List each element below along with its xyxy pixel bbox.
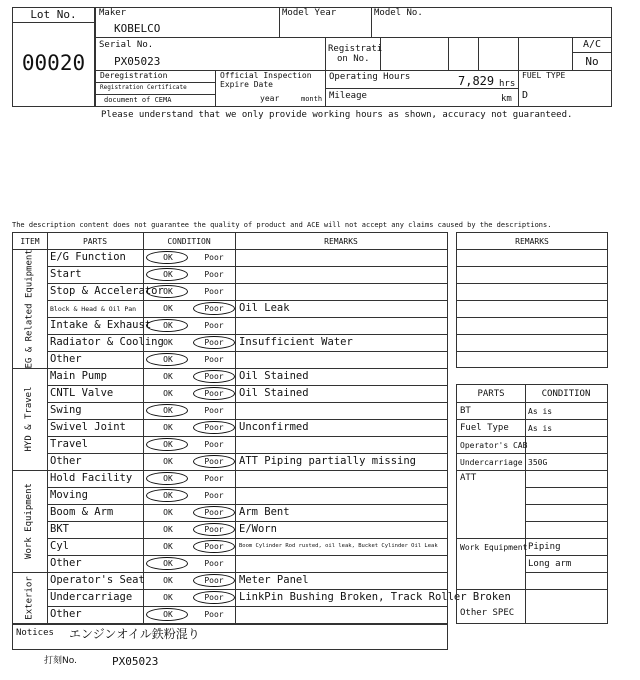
- condition-poor: Poor: [204, 321, 224, 330]
- part-name: Block & Head & Oil Pan: [50, 305, 137, 313]
- remark-text: Oil Leak: [239, 302, 290, 314]
- year-label: year: [260, 94, 280, 103]
- spec-bt-label: BT: [460, 406, 471, 416]
- condition-poor: Poor: [204, 270, 224, 279]
- remark-text: Oil Stained: [239, 387, 309, 399]
- serial-value: PX05023: [114, 55, 161, 68]
- notices-value: エンジンオイル鉄粉混り: [69, 627, 200, 641]
- table-row: [13, 249, 447, 266]
- selected-condition-circle: [146, 404, 188, 417]
- condition-ok: OK: [163, 270, 173, 279]
- condition-ok: OK: [163, 321, 173, 330]
- selected-condition-circle: [193, 370, 235, 383]
- part-name: Cyl: [50, 540, 69, 552]
- fuel-type-value: D: [522, 90, 529, 101]
- table-row: [13, 487, 447, 504]
- condition-poor: Poor: [204, 457, 224, 466]
- inspection-label-2: Expire Date: [220, 80, 273, 89]
- remark-text: Boom Cylinder Rod rusted, oil leak, Bucket Cylinder Oil Leak: [239, 543, 438, 549]
- selected-condition-circle: [146, 285, 188, 298]
- notices-label: Notices: [16, 628, 54, 638]
- part-name: E/G Function: [50, 251, 126, 263]
- condition-ok: OK: [163, 423, 173, 432]
- table-row: [13, 555, 447, 572]
- table-row: [13, 402, 447, 419]
- item-group-label: EG & Related Equipment: [24, 248, 34, 368]
- table-row: [13, 453, 447, 470]
- table-row: [13, 436, 447, 453]
- part-name: CNTL Valve: [50, 387, 114, 399]
- condition-poor: Poor: [204, 525, 224, 534]
- spec-bt-value: As is: [528, 407, 553, 416]
- condition-ok: OK: [163, 508, 173, 517]
- table-row: [13, 589, 511, 606]
- spec-fuel-value: As is: [528, 424, 553, 433]
- col-condition: CONDITION: [167, 237, 211, 246]
- model-no-label: Model No.: [374, 8, 423, 18]
- part-name: Radiator & Cooling: [50, 336, 164, 348]
- remark-text: E/Worn: [239, 523, 277, 535]
- selected-condition-circle: [146, 268, 188, 281]
- notices-box: [12, 624, 448, 650]
- condition-ok: OK: [163, 338, 173, 347]
- condition-ok: OK: [163, 304, 173, 313]
- registration-label-2: on No.: [337, 54, 370, 64]
- operating-hours-label: Operating Hours: [329, 72, 411, 82]
- spec-work-label: Work Equipment: [460, 543, 528, 552]
- registration-certificate-label: Registration Certificate: [100, 84, 187, 91]
- model-year-label: Model Year: [282, 8, 337, 18]
- condition-ok: OK: [163, 372, 173, 381]
- mileage-label: Mileage: [329, 91, 367, 101]
- table-row: [13, 521, 447, 538]
- condition-ok: OK: [163, 440, 173, 449]
- part-name: BKT: [50, 523, 69, 535]
- part-name: Other: [50, 455, 82, 467]
- selected-condition-circle: [193, 387, 235, 400]
- table-row: [13, 283, 447, 300]
- spec-fuel-label: Fuel Type: [460, 423, 509, 433]
- registration-label-1: Registrati: [328, 44, 383, 54]
- condition-ok: OK: [163, 253, 173, 262]
- condition-ok: OK: [163, 474, 173, 483]
- col-remarks: REMARKS: [324, 237, 358, 246]
- condition-poor: Poor: [204, 423, 224, 432]
- part-name: Swing: [50, 404, 82, 416]
- part-name: Boom & Arm: [50, 506, 114, 518]
- part-name: Other: [50, 353, 82, 365]
- spec-att-label: ATT: [460, 473, 477, 483]
- selected-condition-circle: [146, 251, 188, 264]
- selected-condition-circle: [193, 506, 235, 519]
- table-row: [13, 351, 447, 368]
- selected-condition-circle: [193, 336, 235, 349]
- spec-table: [456, 384, 608, 624]
- remark-text: Insufficient Water: [239, 336, 353, 348]
- part-name: Hold Facility: [50, 472, 133, 484]
- selected-condition-circle: [193, 455, 235, 468]
- remark-text: Oil Stained: [239, 370, 309, 382]
- stamp-value: PX05023: [112, 655, 159, 668]
- spec-work-value-2: Long arm: [528, 559, 572, 569]
- condition-poor: Poor: [204, 253, 224, 262]
- table-row: [13, 317, 447, 334]
- ac-value: No: [585, 55, 599, 68]
- condition-poor: Poor: [204, 559, 224, 568]
- item-group-label: HYD & Travel: [24, 386, 34, 452]
- condition-ok: OK: [163, 355, 173, 364]
- fuel-type-label: FUEL TYPE: [522, 71, 566, 80]
- spec-cab-label: Operator's CAB: [460, 441, 528, 450]
- condition-poor: Poor: [204, 610, 224, 619]
- item-group-label: Work Equipment: [24, 483, 34, 559]
- condition-poor: Poor: [204, 474, 224, 483]
- selected-condition-circle: [146, 608, 188, 621]
- condition-ok: OK: [163, 389, 173, 398]
- condition-ok: OK: [163, 491, 173, 500]
- condition-poor: Poor: [204, 389, 224, 398]
- part-name: Stop & Accelerator: [50, 285, 164, 297]
- month-label: month: [301, 95, 323, 103]
- condition-ok: OK: [163, 406, 173, 415]
- part-name: Operator's Seat: [50, 574, 145, 586]
- part-name: Moving: [50, 489, 88, 501]
- hours-note: Please understand that we only provide working hours as shown, accuracy not guaranteed.: [101, 110, 573, 120]
- selected-condition-circle: [193, 540, 235, 553]
- table-row: [13, 572, 447, 589]
- table-row: [13, 419, 447, 436]
- table-row: [13, 368, 447, 385]
- remark-text: ATT Piping partially missing: [239, 455, 417, 467]
- spec-col-parts: PARTS: [477, 389, 505, 399]
- serial-label: Serial No.: [99, 40, 154, 50]
- condition-ok: OK: [163, 576, 173, 585]
- selected-condition-circle: [193, 591, 235, 604]
- condition-ok: OK: [163, 593, 173, 602]
- condition-poor: Poor: [204, 287, 224, 296]
- spec-work-value-1: Piping: [528, 542, 561, 552]
- part-name: Main Pump: [50, 370, 107, 382]
- selected-condition-circle: [146, 472, 188, 485]
- remark-text: Arm Bent: [239, 506, 290, 518]
- condition-ok: OK: [163, 559, 173, 568]
- part-name: Intake & Exhaust: [50, 319, 152, 331]
- part-name: Other: [50, 608, 82, 620]
- condition-poor: Poor: [204, 491, 224, 500]
- selected-condition-circle: [146, 438, 188, 451]
- maker-value: KOBELCO: [114, 22, 161, 35]
- table-row: [13, 470, 447, 487]
- operating-hours-value: 7,829: [458, 74, 495, 88]
- item-group-label: Exterior: [24, 575, 34, 620]
- table-row: [13, 334, 447, 351]
- condition-poor: Poor: [204, 593, 224, 602]
- selected-condition-circle: [193, 421, 235, 434]
- condition-poor: Poor: [204, 372, 224, 381]
- table-row: [13, 266, 447, 283]
- selected-condition-circle: [193, 523, 235, 536]
- selected-condition-circle: [193, 574, 235, 587]
- table-row: [13, 300, 447, 317]
- disclaimer: The description content does not guarantee the quality of product and ACE will not accept any claims caused by the descriptions.: [12, 221, 552, 229]
- selected-condition-circle: [146, 557, 188, 570]
- deregistration-label: Deregistration: [100, 71, 168, 80]
- selected-condition-circle: [146, 353, 188, 366]
- selected-condition-circle: [146, 319, 188, 332]
- part-name: Other: [50, 557, 82, 569]
- lot-label: Lot No.: [30, 8, 77, 21]
- selected-condition-circle: [146, 489, 188, 502]
- col-item: ITEM: [20, 237, 40, 246]
- condition-ok: OK: [163, 542, 173, 551]
- condition-poor: Poor: [204, 355, 224, 364]
- table-row: [13, 538, 447, 555]
- col-parts: PARTS: [82, 237, 108, 246]
- condition-poor: Poor: [204, 304, 224, 313]
- condition-ok: OK: [163, 610, 173, 619]
- remark-text: Meter Panel: [239, 574, 309, 586]
- condition-poor: Poor: [204, 542, 224, 551]
- maker-label: Maker: [99, 8, 127, 18]
- remark-text: LinkPin Bushing Broken, Track Roller Broken: [239, 591, 511, 603]
- part-name: Travel: [50, 438, 88, 450]
- inspection-label-1: Official Inspection: [220, 71, 312, 80]
- ac-label: A/C: [582, 39, 602, 50]
- condition-poor: Poor: [204, 576, 224, 585]
- part-name: Start: [50, 268, 82, 280]
- cema-label: document of CEMA: [104, 96, 172, 104]
- remark-text: Unconfirmed: [239, 421, 309, 433]
- spec-under-label: Undercarriage: [460, 458, 523, 467]
- lot-number: 00020: [21, 51, 86, 75]
- condition-ok: OK: [163, 287, 173, 296]
- spec-col-condition: CONDITION: [541, 389, 591, 399]
- part-name: Swivel Joint: [50, 421, 126, 433]
- part-name: Undercarriage: [50, 591, 133, 603]
- table-row: [13, 606, 447, 623]
- table-row: [13, 504, 447, 521]
- table-row: [13, 385, 447, 402]
- km-label: km: [501, 94, 512, 104]
- condition-poor: Poor: [204, 338, 224, 347]
- condition-poor: Poor: [204, 508, 224, 517]
- selected-condition-circle: [193, 302, 235, 315]
- stamp-label: 打刻No.: [44, 656, 77, 666]
- condition-poor: Poor: [204, 406, 224, 415]
- right-remarks-header: REMARKS: [515, 237, 549, 246]
- condition-poor: Poor: [204, 440, 224, 449]
- condition-ok: OK: [163, 525, 173, 534]
- hrs-label: hrs: [499, 79, 516, 89]
- right-remarks-table: [456, 232, 608, 368]
- spec-under-value: 350G: [528, 458, 548, 467]
- condition-ok: OK: [163, 457, 173, 466]
- spec-other-label: Other SPEC: [460, 608, 515, 618]
